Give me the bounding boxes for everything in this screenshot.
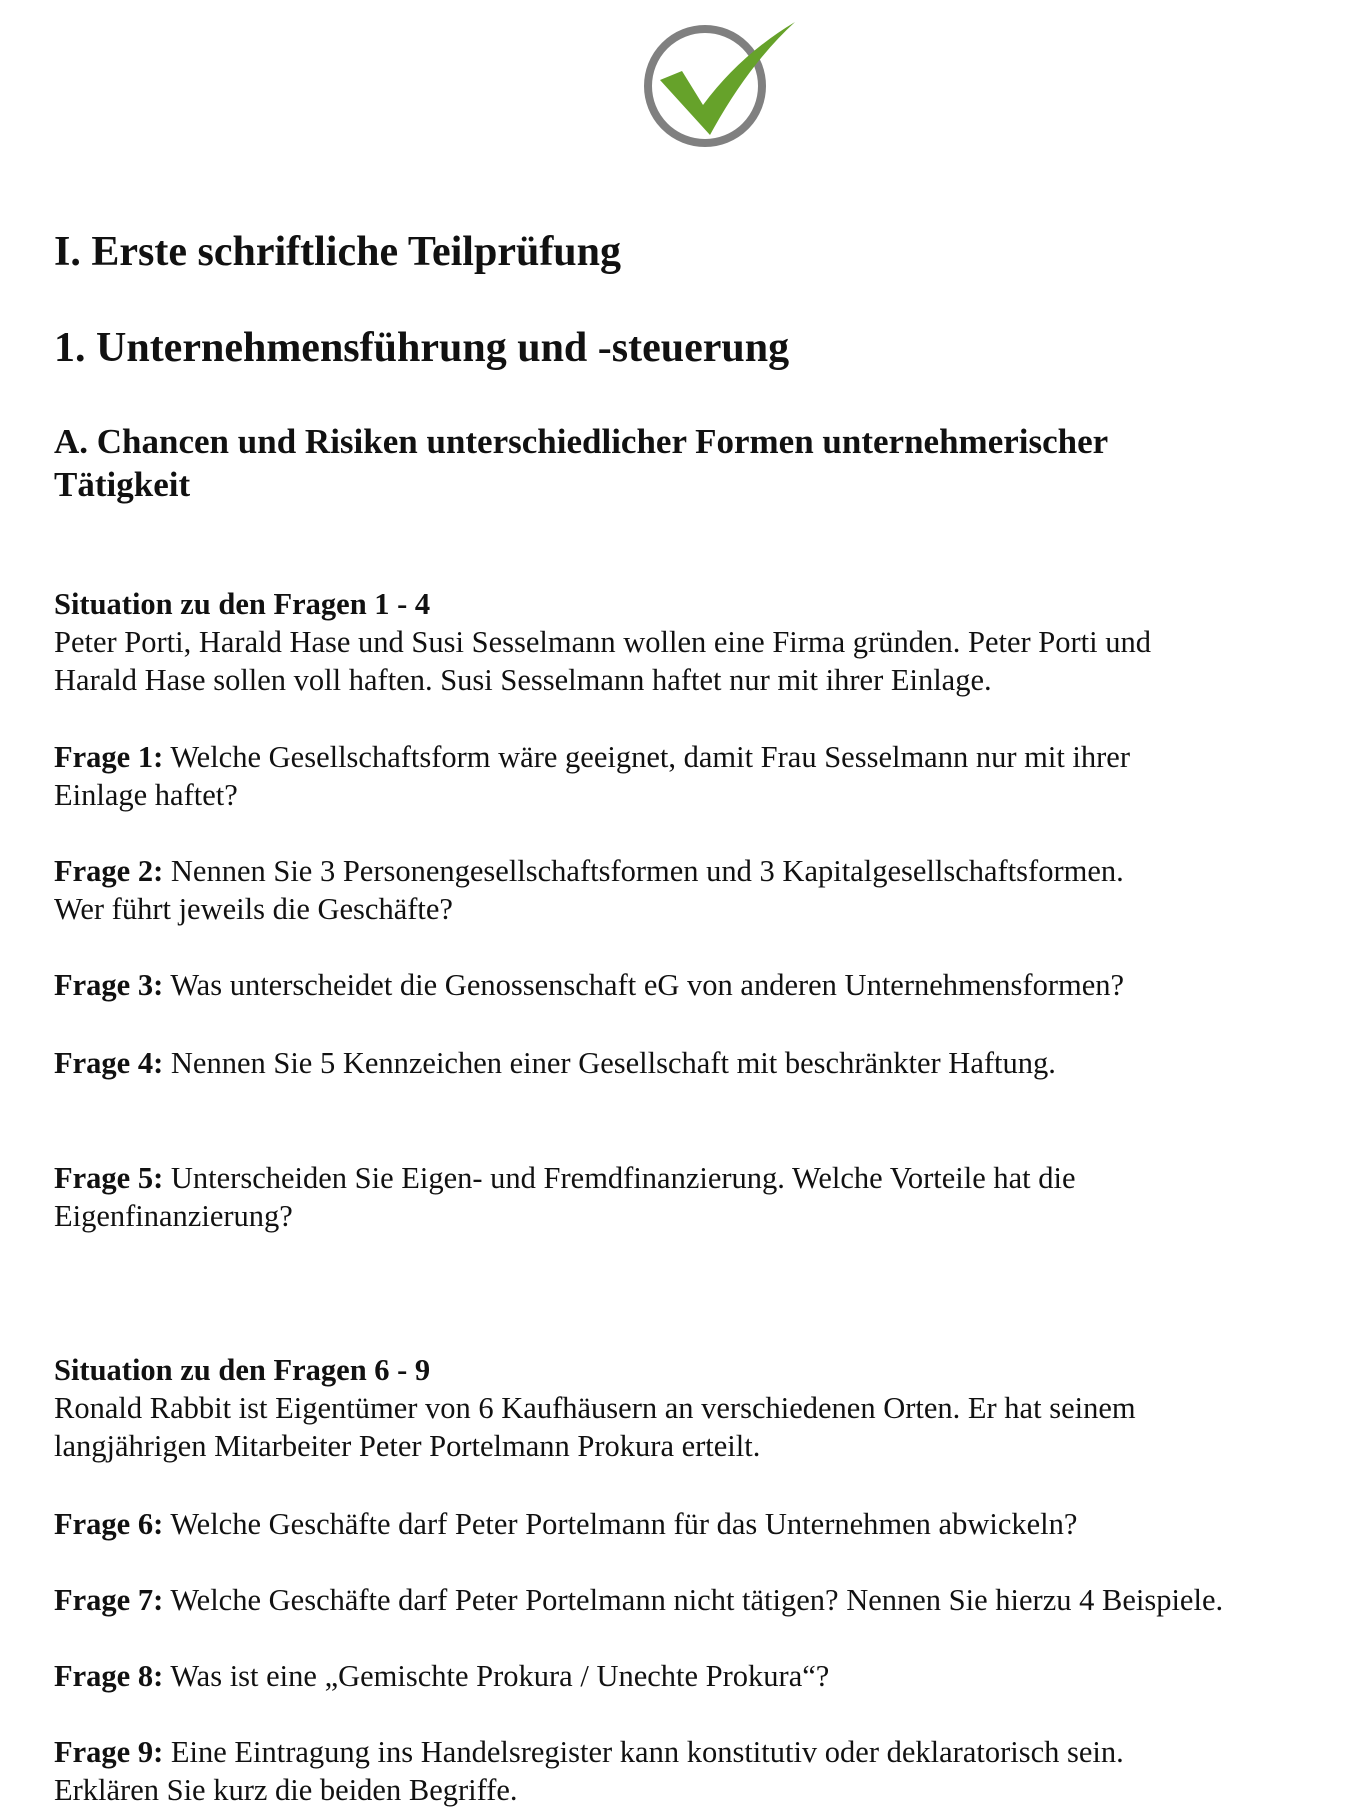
situation-2-title: Situation zu den Fragen 6 - 9 — [54, 1353, 431, 1387]
question-9-line2: Erklären Sie kurz die beiden Begriffe. — [54, 1773, 518, 1807]
question-2-line2: Wer führt jeweils die Geschäfte? — [54, 892, 453, 926]
question-4 — [54, 1044, 1056, 1082]
question-6 — [54, 1505, 1077, 1543]
question-text: Nennen Sie 5 Kennzeichen einer Gesellschaft mit beschränkter Haftung. — [163, 1046, 1056, 1080]
question-text: Eine Eintragung ins Handelsregister kann konstitutiv oder deklaratorisch sein. — [163, 1735, 1124, 1769]
question-text: Welche Gesellschaftsform wäre geeignet, damit Frau Sesselmann nur mit ihrer — [163, 740, 1131, 774]
situation-2-line1: Ronald Rabbit ist Eigentümer von 6 Kaufhäusern an verschiedenen Orten. Er hat seinem — [54, 1391, 1136, 1425]
part-heading: I. Erste schriftliche Teilprüfung — [54, 229, 622, 275]
question-7 — [54, 1581, 1223, 1619]
question-label: Frage 4: — [54, 1046, 164, 1080]
question-2 — [54, 852, 1124, 890]
question-label: Frage 6: — [54, 1507, 164, 1541]
question-3 — [54, 966, 1124, 1004]
check-circle-icon — [630, 10, 810, 150]
situation-1-line1: Peter Porti, Harald Hase und Susi Sesselmann wollen eine Firma gründen. Peter Porti und — [54, 625, 1151, 659]
section-heading-line1: A. Chancen und Risiken unterschiedlicher Formen unternehmerischer — [54, 422, 1109, 461]
situation-1-line2: Harald Hase sollen voll haften. Susi Sesselmann haftet nur mit ihrer Einlage. — [54, 663, 992, 697]
question-label: Frage 3: — [54, 968, 164, 1002]
question-5-line2: Eigenfinanzierung? — [54, 1199, 293, 1233]
question-label: Frage 8: — [54, 1659, 164, 1693]
question-5 — [54, 1159, 1076, 1197]
section-heading-line2: Tätigkeit — [54, 465, 191, 504]
question-8 — [54, 1657, 829, 1695]
question-label: Frage 5: — [54, 1161, 164, 1195]
chapter-heading: 1. Unternehmensführung und -steuerung — [54, 325, 790, 371]
question-text: Unterscheiden Sie Eigen- und Fremdfinanzierung. Welche Vorteile hat die — [163, 1161, 1076, 1195]
question-1-line2: Einlage haftet? — [54, 778, 238, 812]
question-text: Was unterscheidet die Genossenschaft eG von anderen Unternehmensformen? — [163, 968, 1125, 1002]
question-text: Welche Geschäfte darf Peter Portelmann nicht tätigen? Nennen Sie hierzu 4 Beispiele. — [163, 1583, 1224, 1617]
question-label: Frage 9: — [54, 1735, 164, 1769]
situation-2-line2: langjährigen Mitarbeiter Peter Portelmann Prokura erteilt. — [54, 1429, 761, 1463]
question-1 — [54, 738, 1130, 776]
question-text: Welche Geschäfte darf Peter Portelmann für das Unternehmen abwickeln? — [163, 1507, 1078, 1541]
question-text: Was ist eine „Gemischte Prokura / Unechte Prokura“? — [163, 1659, 830, 1693]
question-9 — [54, 1733, 1124, 1771]
question-label: Frage 7: — [54, 1583, 164, 1617]
question-label: Frage 1: — [54, 740, 164, 774]
situation-1-title: Situation zu den Fragen 1 - 4 — [54, 587, 431, 621]
question-label: Frage 2: — [54, 854, 164, 888]
question-text: Nennen Sie 3 Personengesellschaftsformen und 3 Kapitalgesellschaftsformen. — [163, 854, 1124, 888]
